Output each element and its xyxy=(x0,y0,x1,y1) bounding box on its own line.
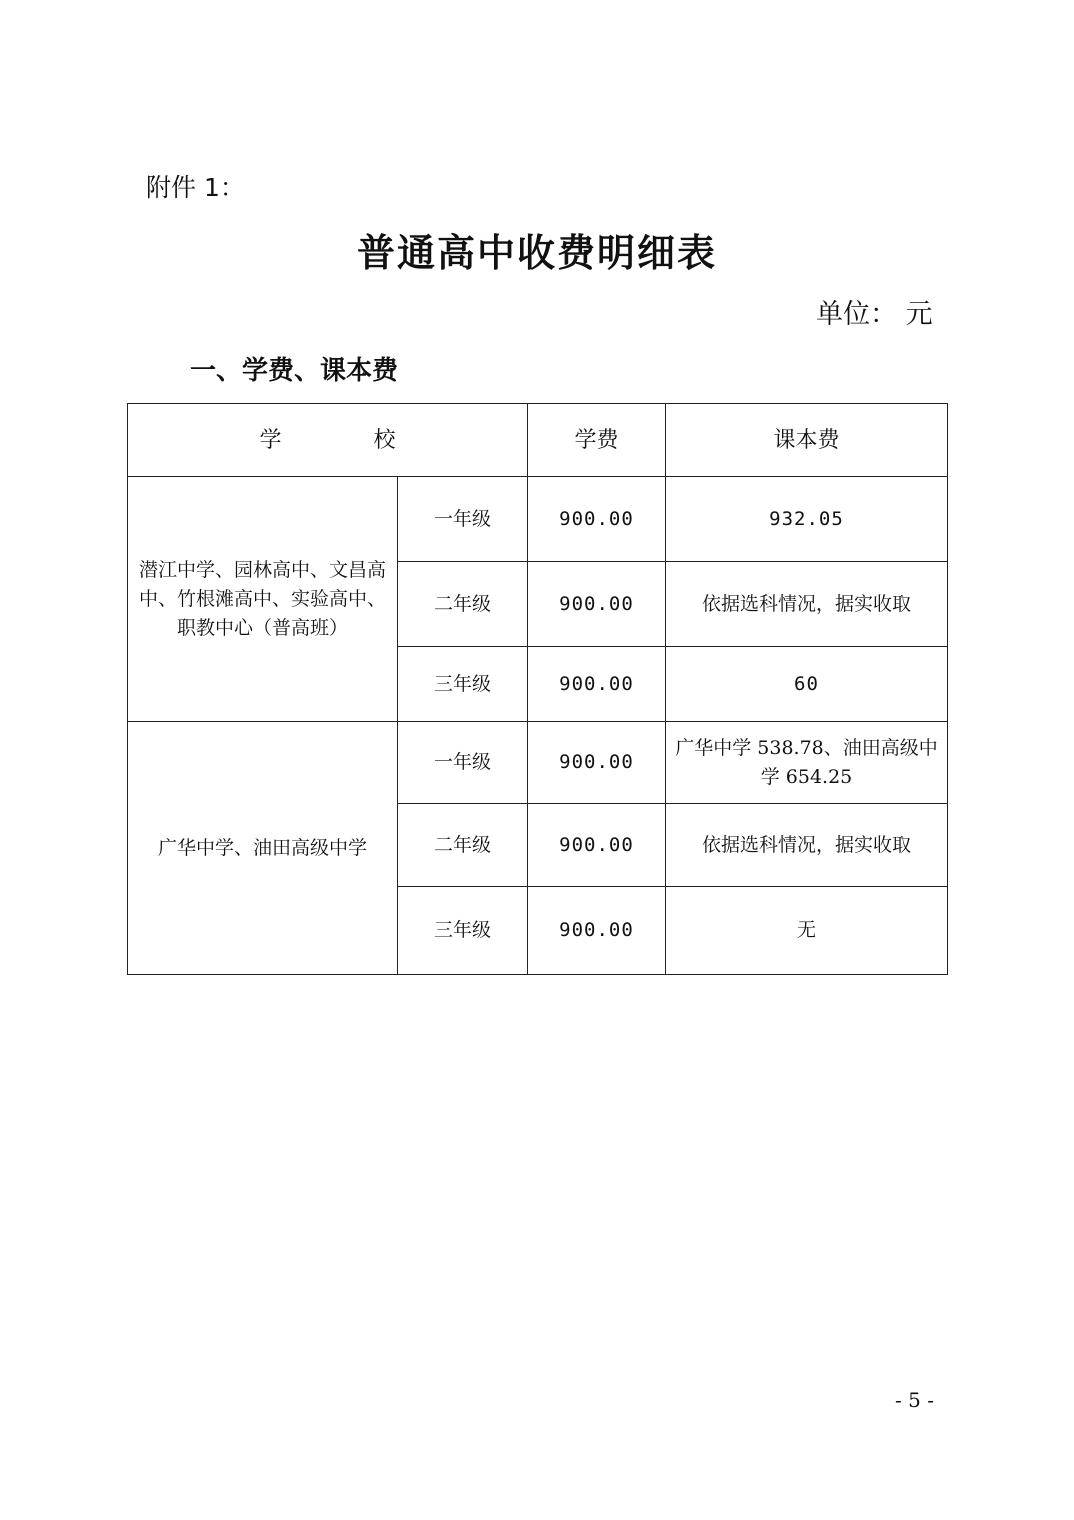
tuition-cell: 900.00 xyxy=(528,887,666,975)
header-school: 学 校 xyxy=(128,404,528,477)
grade-cell: 三年级 xyxy=(398,887,528,975)
header-tuition: 学费 xyxy=(528,404,666,477)
header-textbook: 课本费 xyxy=(666,404,948,477)
tuition-cell: 900.00 xyxy=(528,647,666,722)
table-row xyxy=(128,477,948,562)
document-title: 普通高中收费明细表 xyxy=(356,230,717,275)
page-number: - 5 - xyxy=(895,1388,934,1412)
table-header-row xyxy=(128,404,948,477)
textbook-cell: 无 xyxy=(666,887,948,975)
tuition-cell: 900.00 xyxy=(528,477,666,562)
unit-label: 单位： 元 xyxy=(816,299,933,330)
tuition-cell: 900.00 xyxy=(528,562,666,647)
table-row xyxy=(128,722,948,804)
grade-cell: 三年级 xyxy=(398,647,528,722)
textbook-cell: 依据选科情况，据实收取 xyxy=(666,804,948,887)
school-group-cell: 广华中学、油田高级中学 xyxy=(128,722,398,975)
textbook-cell: 932.05 xyxy=(666,477,948,562)
school-group-cell: 潜江中学、园林高中、文昌高中、竹根滩高中、实验高中、职教中心（普高班） xyxy=(128,477,398,722)
grade-cell: 一年级 xyxy=(398,722,528,804)
textbook-cell: 依据选科情况，据实收取 xyxy=(666,562,948,647)
grade-cell: 二年级 xyxy=(398,804,528,887)
fee-table xyxy=(127,403,948,975)
section-heading: 一、学费、课本费 xyxy=(190,356,399,386)
attachment-label: 附件 1： xyxy=(146,173,245,202)
textbook-cell: 广华中学 538.78、油田高级中学 654.25 xyxy=(666,722,948,804)
grade-cell: 一年级 xyxy=(398,477,528,562)
tuition-cell: 900.00 xyxy=(528,804,666,887)
textbook-cell: 60 xyxy=(666,647,948,722)
tuition-cell: 900.00 xyxy=(528,722,666,804)
grade-cell: 二年级 xyxy=(398,562,528,647)
